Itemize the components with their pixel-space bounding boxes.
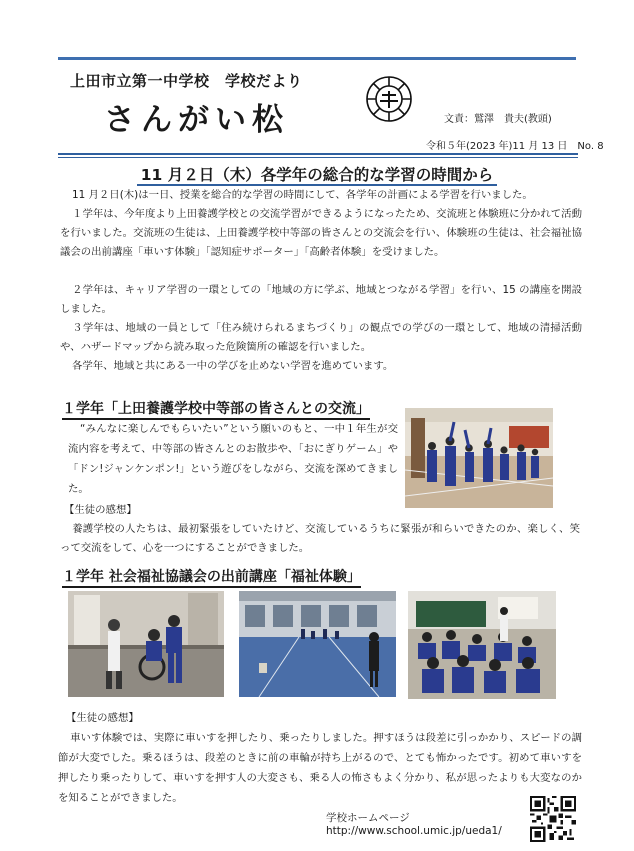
homepage-url[interactable]: http://www.school.umic.jp/ueda1/ (326, 825, 502, 837)
top-rule (58, 57, 576, 60)
article-headline: 11 月２日（木）各学年の総合的な学習の時間から (0, 163, 634, 185)
intro-paragraph-2: １学年は、今年度より上田養護学校との交流学習ができるようになったため、交流班と体験班に分かれて活動を行いました。交流班の生徒は、上田養護学校中等部の皆さんとの交流会を行い、体験班の生徒は、社会福祉協議会の出前講座「車いす体験」「認知症サポーター」「高齢者体験」を受けました。 (60, 208, 582, 258)
header-rule-thin (58, 157, 578, 158)
section1-impressions-label: 【生徒の感想】 (64, 504, 137, 516)
school-name: 上田市立第一中学校 学校だより (70, 72, 303, 90)
intro-paragraph-5: 各学年、地域と共にある一中の学びを止めない学習を進めています。 (72, 360, 394, 372)
intro-paragraph-4: ３学年は、地域の一員として「住み続けられるまちづくり」の観点での学びの一環として、地域の清掃活動や、ハザードマップから読み取った危険箇所の確認を行いました。 (60, 322, 582, 353)
author-credit: 文責：鷲澤 貴夫(教頭) (444, 114, 552, 125)
section1-heading: １学年「上田養護学校中等部の皆さんとの交流」 (62, 398, 370, 418)
school-emblem-icon (364, 74, 414, 124)
qr-code-icon[interactable] (530, 796, 576, 842)
section2-heading: １学年 社会福祉協議会の出前講座「福祉体験」 (62, 566, 361, 586)
gym-photo (239, 591, 396, 697)
newsletter-title: さんがい松 (104, 102, 289, 138)
section1-body: “みんなに楽しんでもらいたい”という願いのもと、一中１年生が交流内容を考えて、中等部の皆さんとのお散歩や、「おにぎりゲーム」や「ドン!ジャンケンポン!」という遊びをしながら、交流を深めてきました。 (68, 423, 398, 495)
section1-impressions: 養護学校の人たちは、最初緊張をしていたけど、交流しているうちに緊張が和らいできたのか、楽しく、笑って交流をして、心を一つにすることができました。 (60, 523, 580, 554)
homepage-label: 学校ホームページ (326, 812, 410, 824)
classroom-photo (408, 591, 556, 699)
section2-impressions-label: 【生徒の感想】 (66, 712, 139, 724)
intro-paragraph-1: 11 月２日(木)は一日、授業を総合的な学習の時間にして、各学年の計画による学習を行いました。 (72, 189, 533, 201)
wheelchair-photo (68, 591, 224, 697)
issue-date: 令和５年(2023 年)11 月 13 日 No. 8 (426, 141, 604, 152)
section2-impressions: 車いす体験では、実際に車いすを押したり、乗ったりしました。押すほうは段差に引っかかり、スピードの調節が大変でした。乗るほうは、段差のときに前の車輪が持ち上がるので、とても怖かったです。初めて車いすを押したり乗ったりして、車いすを押す人の大変さも、乗る人の怖さもよく分かり、私が思ったよりも大変なのかを知ることができました。 (58, 732, 582, 804)
homepage-info (326, 812, 502, 838)
exchange-photo (405, 408, 553, 508)
header-rule (58, 153, 578, 155)
intro-paragraph-3: ２学年は、キャリア学習の一環としての「地域の方に学ぶ、地域とつながる学習」を行い、15 の講座を開設しました。 (60, 284, 582, 315)
